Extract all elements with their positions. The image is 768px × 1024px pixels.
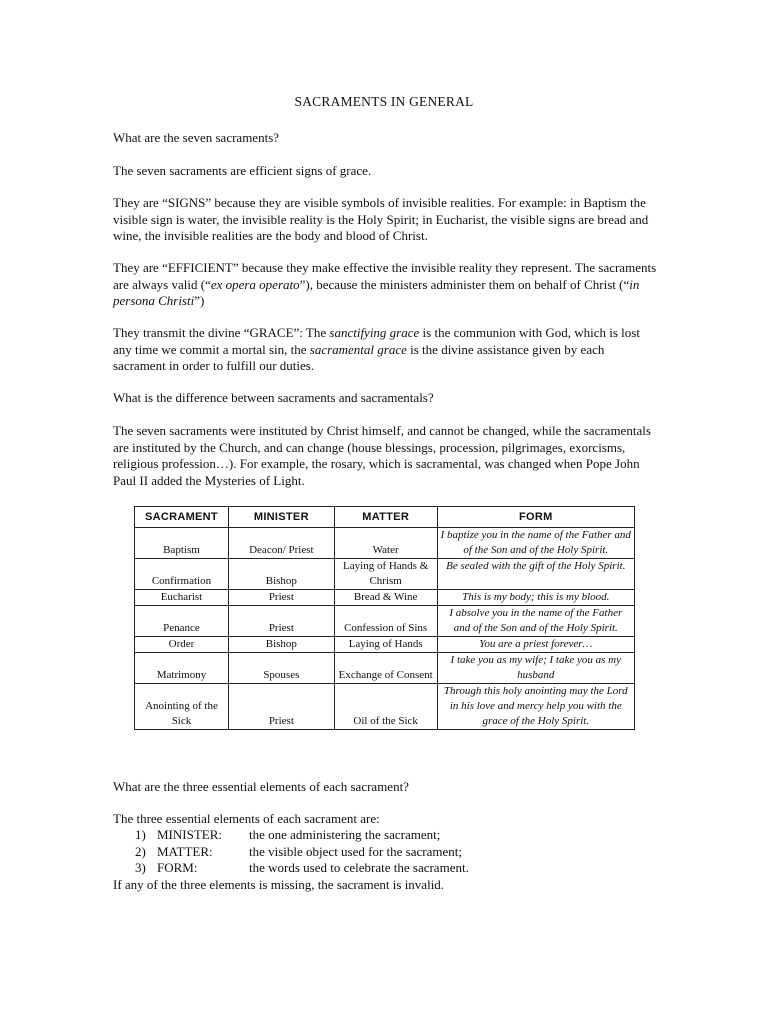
list-item <box>113 844 673 861</box>
list-item-description: the visible object used for the sacrament; <box>249 843 462 859</box>
question-seven-sacraments: What are the seven sacraments? <box>113 130 280 145</box>
cell-form: I take you as my wife; I take you as my husband <box>437 653 634 684</box>
text-span: They transmit the divine “GRACE”: The <box>113 325 330 340</box>
cell-sacrament: Matrimony <box>135 653 229 684</box>
essential-elements-list <box>113 827 673 877</box>
table-row <box>135 590 635 606</box>
paragraph-invalid: If any of the three elements is missing, the sacrament is invalid. <box>113 877 445 892</box>
italic-ex-opera-operato: ex opera operato <box>210 276 300 292</box>
cell-form: Through this holy anointing may the Lord in his love and mercy help you with the grace of the Holy Spirit. <box>437 684 634 730</box>
cell-form: This is my body; this is my blood. <box>437 590 634 606</box>
list-item-description: the one administering the sacrament; <box>249 827 441 842</box>
list-item-number: 2) <box>135 843 146 859</box>
cell-minister: Spouses <box>228 653 334 684</box>
table-row <box>135 653 635 684</box>
italic-in-persona-christi: in persona Christi <box>113 276 640 308</box>
paragraph-signs: They are “SIGNS” because they are visible symbols of invisible realities. For example: in Baptism the visible sign is water, the invisible reality is the Holy Spirit; in Eucharist, the visible signs are bread and wine, the invisible realities are the body and blood of Christ. <box>113 195 649 243</box>
cell-sacrament: Eucharist <box>135 590 229 606</box>
list-item <box>113 827 673 844</box>
italic-sacramental-grace: sacramental grace <box>309 341 407 357</box>
table-row <box>135 528 635 559</box>
sacraments-table <box>134 506 635 730</box>
header-minister: MINISTER <box>228 507 334 528</box>
cell-minister: Priest <box>228 606 334 637</box>
list-item-term: FORM: <box>157 860 198 875</box>
cell-form: I baptize you in the name of the Father and of the Son and of the Holy Spirit. <box>437 528 634 559</box>
paragraph-sacramentals: The seven sacraments were instituted by Christ himself, and cannot be changed, while the sacramentals are instituted by the Church, and can change (house blessings, procession, pilgrimages, exorcisms, religious profession…). For example, the rosary, which is sacramental, was changed when Pope John Paul II added the Mysteries of Light. <box>113 423 651 488</box>
cell-minister: Deacon/ Priest <box>228 528 334 559</box>
question-essential-elements: What are the three essential elements of each sacrament? <box>113 779 409 794</box>
paragraph-essential-intro: The three essential elements of each sacrament are: <box>113 811 380 826</box>
list-item-number: 3) <box>135 860 146 875</box>
text-span: ”), because the ministers administer them on behalf of Christ (“ <box>299 276 630 292</box>
cell-matter: Exchange of Consent <box>334 653 437 684</box>
cell-minister: Bishop <box>228 637 334 653</box>
cell-minister: Priest <box>228 590 334 606</box>
cell-matter: Laying of Hands <box>334 637 437 653</box>
list-item-term: MATTER: <box>157 843 213 859</box>
list-item <box>113 860 673 877</box>
paragraph-efficient <box>113 260 658 310</box>
header-form: FORM <box>437 507 634 528</box>
cell-minister: Priest <box>228 684 334 730</box>
text-span: is the divine assistance given by each sacrament in order to fulfill our duties. <box>113 341 605 373</box>
table-row <box>135 559 635 590</box>
cell-minister: Bishop <box>228 559 334 590</box>
header-sacrament: SACRAMENT <box>135 507 229 528</box>
cell-matter: Laying of Hands & Chrism <box>334 559 437 590</box>
table-row <box>135 684 635 730</box>
text-span: is the communion with God, which is lost any time we commit a mortal sin, the <box>113 325 640 357</box>
paragraph-efficient-signs: The seven sacraments are efficient signs of grace. <box>113 163 372 178</box>
header-matter: MATTER <box>334 507 437 528</box>
table-header-row <box>135 507 635 528</box>
cell-form: I absolve you in the name of the Father and of the Son and of the Holy Spirit. <box>437 606 634 637</box>
cell-sacrament: Baptism <box>135 528 229 559</box>
cell-sacrament: Anointing of the Sick <box>135 684 229 730</box>
cell-sacrament: Order <box>135 637 229 653</box>
cell-matter: Water <box>334 528 437 559</box>
paragraph-grace <box>113 325 658 375</box>
cell-form: Be sealed with the gift of the Holy Spirit. <box>437 559 634 590</box>
page-title: SACRAMENTS IN GENERAL <box>294 94 474 109</box>
cell-matter: Bread & Wine <box>334 590 437 606</box>
list-item-term: MINISTER: <box>157 827 222 842</box>
cell-matter: Confession of Sins <box>334 606 437 637</box>
text-span: ”) <box>194 293 205 308</box>
cell-sacrament: Penance <box>135 606 229 637</box>
list-item-description: the words used to celebrate the sacrament. <box>249 860 469 875</box>
cell-form: You are a priest forever… <box>437 637 634 653</box>
table-row <box>135 606 635 637</box>
list-item-number: 1) <box>135 827 146 842</box>
cell-matter: Oil of the Sick <box>334 684 437 730</box>
question-sacramentals: What is the difference between sacraments and sacramentals? <box>113 390 434 405</box>
italic-sanctifying-grace: sanctifying grace <box>329 325 420 340</box>
cell-sacrament: Confirmation <box>135 559 229 590</box>
text-span: They are “EFFICIENT” because they make effective the invisible reality they represent. The sacraments are always valid (“ <box>113 260 657 292</box>
table-row <box>135 637 635 653</box>
